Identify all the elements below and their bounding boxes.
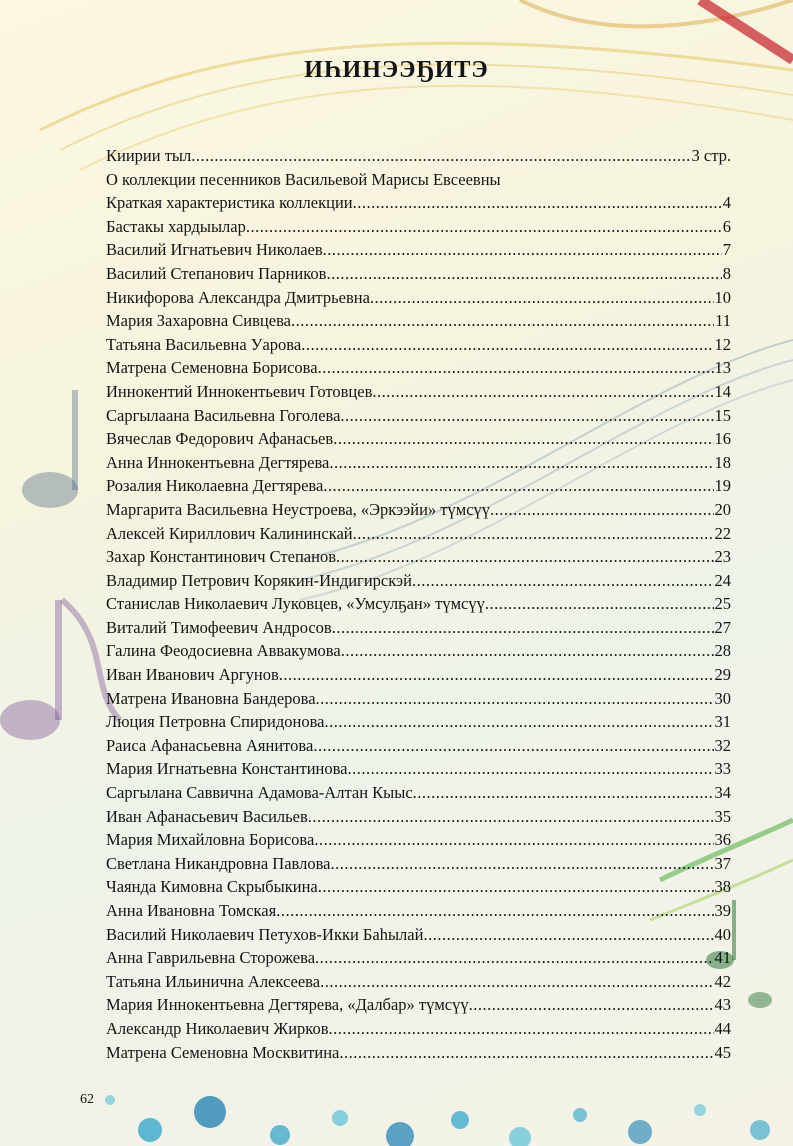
toc-leader-dots [291, 309, 714, 333]
toc-leader-dots [333, 427, 713, 451]
toc-leader-dots [329, 1017, 714, 1041]
toc-entry-page: 22 [714, 523, 731, 543]
toc-entry[interactable] [106, 592, 731, 616]
toc-leader-dots [324, 710, 713, 734]
toc-entry[interactable] [106, 238, 731, 262]
toc-entry-page: 24 [714, 570, 731, 590]
toc-entry[interactable] [106, 333, 731, 357]
toc-entry[interactable] [106, 663, 731, 687]
toc-entry-title: Василий Степанович Парников [106, 263, 327, 283]
toc-entry[interactable] [106, 356, 731, 380]
toc-leader-dots [370, 286, 714, 310]
toc-entry-page: 4 [722, 193, 731, 213]
toc-entry[interactable] [106, 734, 731, 758]
toc-entry[interactable] [106, 616, 731, 640]
toc-entry[interactable] [106, 899, 731, 923]
toc-entry-page: 38 [714, 877, 731, 897]
toc-leader-dots [276, 899, 713, 923]
toc-leader-dots [348, 757, 714, 781]
toc-entry[interactable] [106, 639, 731, 663]
toc-entry-page: 28 [714, 641, 731, 661]
toc-entry-page: 16 [714, 429, 731, 449]
toc-entry-title: Матрена Семеновна Борисова [106, 358, 318, 378]
toc-leader-dots [330, 852, 713, 876]
toc-entry[interactable] [106, 993, 731, 1017]
toc-entry-title: Анна Иннокентьевна Дегтярева [106, 452, 330, 472]
table-of-contents [106, 144, 731, 1064]
toc-entry-title: Матрена Семеновна Москвитина [106, 1042, 340, 1062]
toc-entry-title: Киирии тыл [106, 146, 192, 165]
toc-entry-page: 34 [714, 783, 731, 803]
toc-leader-dots [336, 545, 714, 569]
toc-entry[interactable] [106, 427, 731, 451]
toc-entry[interactable] [106, 451, 731, 475]
toc-entry-title: Розалия Николаевна Дегтярева [106, 476, 324, 496]
toc-entry[interactable] [106, 380, 731, 404]
toc-entry-title: Александр Николаевич Жирков [106, 1018, 329, 1038]
toc-entry[interactable] [106, 923, 731, 947]
page-title: ИҺИНЭЭҔИТЭ [304, 57, 489, 83]
toc-leader-dots [485, 592, 714, 616]
toc-entry[interactable] [106, 144, 731, 168]
toc-entry-title: Татьяна Ильинична Алексеева [106, 971, 321, 991]
toc-entry-page: 27 [714, 617, 731, 637]
toc-entry-page: 11 [715, 311, 731, 331]
toc-entry-page: 40 [714, 924, 731, 944]
toc-entry[interactable] [106, 286, 731, 310]
toc-entry-page: 10 [714, 287, 731, 307]
toc-entry-page: 33 [714, 759, 731, 779]
toc-leader-dots [326, 262, 721, 286]
toc-entry[interactable] [106, 191, 731, 215]
toc-entry[interactable] [106, 474, 731, 498]
toc-entry-title: Краткая характеристика коллекции [106, 193, 353, 213]
toc-entry-page: 35 [714, 806, 731, 826]
toc-entry[interactable] [106, 946, 731, 970]
toc-entry-title: Матрена Ивановна Бандерова [106, 688, 316, 708]
toc-entry-title: Никифорова Александра Дмитрьевна [106, 287, 370, 307]
toc-entry-title: О коллекции песенников Васильевой Марисы Евсеевны [106, 169, 501, 189]
toc-entry-title: Чаянда Кимовна Скрыбыкина [106, 877, 318, 897]
toc-entry-title: Саргылана Саввична Адамова-Алтан Кыыс [106, 783, 413, 803]
toc-entry-page: 15 [714, 405, 731, 425]
toc-entry-page: 23 [714, 547, 731, 567]
toc-leader-dots [320, 970, 713, 994]
toc-entry-page: 8 [722, 263, 731, 283]
toc-leader-dots [316, 687, 714, 711]
toc-entry-title: Алексей Кириллович Калининскай [106, 523, 353, 543]
toc-entry-title: Светлана Никандровна Павлова [106, 853, 331, 873]
toc-leader-dots [246, 215, 722, 239]
toc-leader-dots [423, 923, 713, 947]
toc-leader-dots [323, 238, 722, 262]
toc-entry[interactable] [106, 852, 731, 876]
toc-leader-dots [318, 356, 714, 380]
toc-entry-page: 45 [714, 1042, 731, 1062]
toc-entry-page: 39 [714, 901, 731, 920]
toc-entry[interactable] [106, 828, 731, 852]
toc-entry-title: Маргарита Васильевна Неустроева, «Эркээйи» түмсүү [106, 499, 491, 519]
toc-entry-title: Галина Феодосиевна Аввакумова [106, 641, 341, 661]
toc-entry-title: Татьяна Васильевна Уарова [106, 334, 302, 354]
toc-leader-dots [339, 1041, 713, 1065]
toc-entry-title: Василий Игнатьевич Николаев [106, 240, 323, 260]
toc-leader-dots [323, 474, 713, 498]
toc-leader-dots [313, 734, 713, 758]
toc-entry-title: Анна Ивановна Томская [106, 901, 277, 920]
toc-entry-title: Мария Михайловна Борисова [106, 830, 315, 850]
toc-entry-page: 44 [714, 1018, 731, 1038]
toc-entry-page: 36 [714, 830, 731, 850]
toc-leader-dots [329, 451, 713, 475]
toc-entry-title: Мария Игнатьевна Константинова [106, 759, 348, 779]
toc-entry-title: Саргылаана Васильевна Гоголева [106, 405, 341, 425]
toc-entry[interactable] [106, 757, 731, 781]
toc-entry-title: Мария Захаровна Сивцева [106, 311, 291, 331]
toc-leader-dots [332, 616, 714, 640]
toc-leader-dots [469, 993, 714, 1017]
toc-entry[interactable] [106, 404, 731, 428]
toc-entry[interactable] [106, 498, 731, 522]
toc-entry-page: 41 [714, 948, 731, 968]
toc-entry-page: 13 [714, 358, 731, 378]
toc-entry-title: Вячеслав Федорович Афанасьев [106, 429, 334, 449]
toc-entry[interactable] [106, 781, 731, 805]
toc-entry[interactable] [106, 805, 731, 829]
toc-entry-page: 25 [714, 594, 731, 614]
toc-entry[interactable] [106, 545, 731, 569]
toc-entry[interactable] [106, 875, 731, 899]
toc-leader-dots [353, 522, 714, 546]
toc-entry[interactable] [106, 569, 731, 593]
toc-entry-page: 3 стр. [691, 146, 731, 165]
toc-leader-dots [413, 781, 714, 805]
toc-leader-dots [279, 663, 714, 687]
toc-leader-dots [318, 875, 714, 899]
toc-leader-dots [301, 333, 713, 357]
toc-leader-dots [191, 144, 690, 168]
toc-entry-title: Иван Иванович Аргунов [106, 665, 279, 685]
toc-entry[interactable] [106, 1017, 731, 1041]
toc-entry-title: Иннокентий Иннокентьевич Готовцев [106, 381, 373, 401]
toc-entry-page: 20 [714, 499, 731, 519]
toc-entry-title: Владимир Петрович Корякин-Индигирскэй [106, 570, 412, 590]
toc-entry[interactable] [106, 168, 731, 192]
toc-leader-dots [353, 191, 722, 215]
toc-leader-dots [412, 569, 714, 593]
toc-entry-page: 31 [714, 712, 731, 732]
toc-entry[interactable] [106, 710, 731, 734]
toc-entry[interactable] [106, 1041, 731, 1065]
toc-entry-page: 14 [714, 381, 731, 401]
toc-entry[interactable] [106, 309, 731, 333]
toc-entry-title: Люция Петровна Спиридонова [106, 712, 325, 732]
toc-entry[interactable] [106, 262, 731, 286]
toc-entry-title: Иван Афанасьевич Васильев [106, 806, 308, 826]
toc-entry-title: Захар Константинович Степанов [106, 547, 336, 567]
toc-entry-page: 29 [714, 665, 731, 685]
toc-entry-page: 18 [714, 452, 731, 472]
toc-entry-title: Раиса Афанасьевна Аянитова [106, 735, 314, 755]
toc-entry-title: Мария Иннокентьевна Дегтярева, «Далбар» түмсүү [106, 995, 469, 1015]
toc-entry[interactable] [106, 215, 731, 239]
toc-leader-dots [341, 639, 714, 663]
toc-entry-title: Анна Гаврильевна Сторожева [106, 948, 316, 968]
toc-entry-page: 7 [722, 240, 731, 260]
toc-entry-page: 19 [714, 476, 731, 496]
toc-entry-title: Бастакы хардыылар [106, 216, 246, 236]
toc-leader-dots [372, 380, 713, 404]
toc-leader-dots [490, 498, 713, 522]
toc-entry[interactable] [106, 687, 731, 711]
toc-entry-page: 37 [714, 853, 731, 873]
toc-entry-page: 6 [722, 216, 731, 236]
toc-entry-page: 43 [714, 995, 731, 1015]
toc-entry-page: 12 [714, 334, 731, 354]
toc-entry-title: Виталий Тимофеевич Андросов [106, 617, 332, 637]
toc-entry-page: 42 [714, 971, 731, 991]
toc-entry-title: Василий Николаевич Петухов-Икки Баһылай [106, 924, 424, 944]
toc-entry[interactable] [106, 970, 731, 994]
toc-leader-dots [314, 828, 713, 852]
toc-entry-page: 32 [714, 735, 731, 755]
toc-entry-title: Станислав Николаевич Луковцев, «Умсулҕан» түмсүү [106, 594, 485, 614]
toc-leader-dots [308, 805, 714, 829]
toc-leader-dots [340, 404, 713, 428]
toc-leader-dots [315, 946, 713, 970]
toc-entry-page: 30 [714, 688, 731, 708]
page-number: 62 [80, 1092, 94, 1107]
toc-entry[interactable] [106, 522, 731, 546]
